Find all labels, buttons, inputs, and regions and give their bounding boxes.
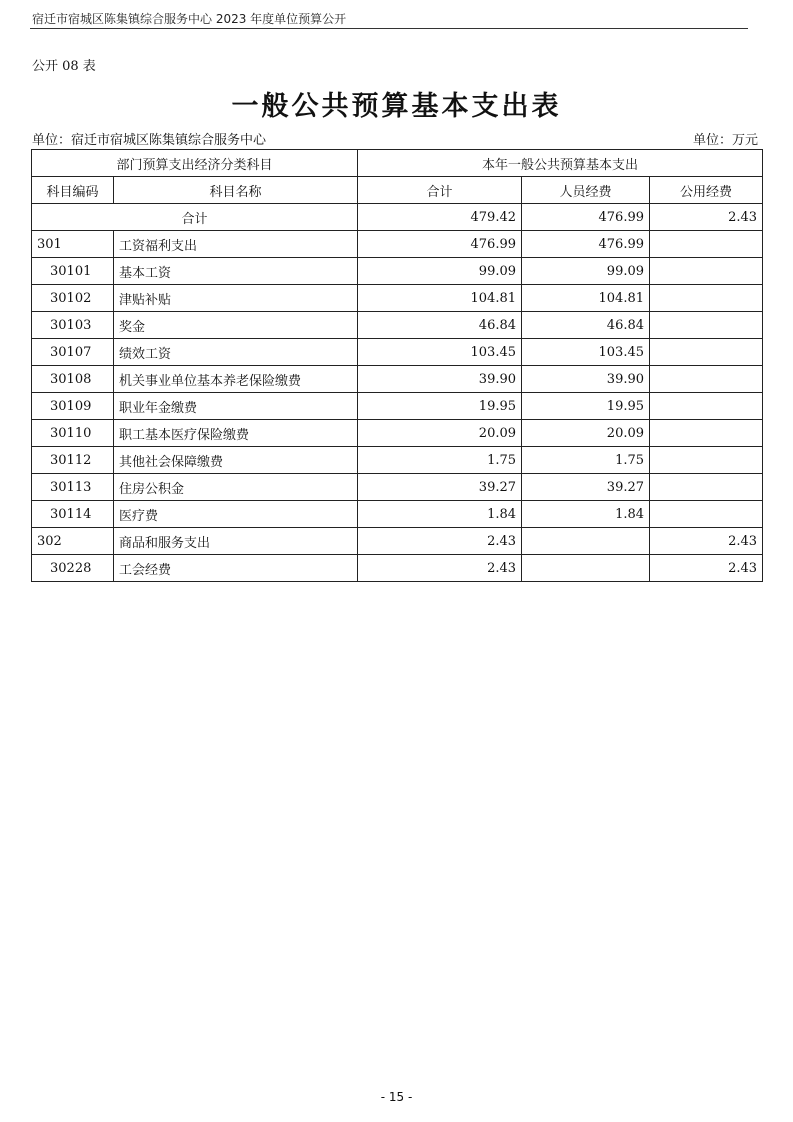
table-row (32, 393, 763, 420)
table-row (32, 420, 763, 447)
row-code: 301 (32, 231, 114, 258)
row-public (650, 312, 763, 339)
row-total: 1.84 (358, 501, 522, 528)
row-total: 476.99 (358, 231, 522, 258)
row-code: 302 (32, 528, 114, 555)
summary-total: 479.42 (358, 204, 522, 231)
row-code: 30107 (32, 339, 114, 366)
table-row (32, 339, 763, 366)
row-total: 46.84 (358, 312, 522, 339)
header-rule (30, 28, 748, 29)
row-total: 1.75 (358, 447, 522, 474)
row-name: 住房公积金 (114, 474, 358, 501)
table-row (32, 528, 763, 555)
row-public (650, 447, 763, 474)
row-personnel (522, 528, 650, 555)
row-code: 30102 (32, 285, 114, 312)
row-code: 30101 (32, 258, 114, 285)
row-total: 20.09 (358, 420, 522, 447)
table-row (32, 555, 763, 582)
currency-unit: 单位：万元 (692, 133, 758, 148)
row-total: 19.95 (358, 393, 522, 420)
row-name: 职业年金缴费 (114, 393, 358, 420)
header-row-columns (32, 177, 763, 204)
column-header-personnel: 人员经费 (522, 177, 650, 204)
running-header: 宿迁市宿城区陈集镇综合服务中心 2023 年度单位预算公开 (32, 12, 347, 26)
row-public (650, 501, 763, 528)
row-personnel (522, 555, 650, 582)
table-row (32, 231, 763, 258)
table-row (32, 366, 763, 393)
row-code: 30228 (32, 555, 114, 582)
column-header-code: 科目编码 (32, 177, 114, 204)
row-name: 机关事业单位基本养老保险缴费 (114, 366, 358, 393)
row-code: 30109 (32, 393, 114, 420)
row-personnel: 103.45 (522, 339, 650, 366)
row-public (650, 420, 763, 447)
row-name: 工资福利支出 (114, 231, 358, 258)
row-personnel: 1.75 (522, 447, 650, 474)
table-row (32, 447, 763, 474)
summary-row (32, 204, 763, 231)
row-code: 30114 (32, 501, 114, 528)
column-header-public: 公用经费 (650, 177, 763, 204)
table-row (32, 312, 763, 339)
column-header-total: 合计 (358, 177, 522, 204)
row-name: 商品和服务支出 (114, 528, 358, 555)
group-header-classification: 部门预算支出经济分类科目 (32, 150, 358, 177)
row-total: 2.43 (358, 555, 522, 582)
row-name: 工会经费 (114, 555, 358, 582)
row-public (650, 366, 763, 393)
header-row-group (32, 150, 763, 177)
row-total: 39.27 (358, 474, 522, 501)
budget-table-body (32, 150, 763, 582)
table-row (32, 474, 763, 501)
row-public (650, 339, 763, 366)
row-name: 津贴补贴 (114, 285, 358, 312)
row-total: 39.90 (358, 366, 522, 393)
group-header-expenditure: 本年一般公共预算基本支出 (358, 150, 763, 177)
row-code: 30110 (32, 420, 114, 447)
row-name: 奖金 (114, 312, 358, 339)
row-code: 30103 (32, 312, 114, 339)
row-personnel: 104.81 (522, 285, 650, 312)
form-number: 公开 08 表 (32, 59, 96, 74)
row-personnel: 476.99 (522, 231, 650, 258)
row-code: 30108 (32, 366, 114, 393)
summary-label: 合计 (32, 204, 358, 231)
row-personnel: 20.09 (522, 420, 650, 447)
row-personnel: 1.84 (522, 501, 650, 528)
table-row (32, 501, 763, 528)
document-title: 一般公共预算基本支出表 (231, 91, 562, 122)
summary-personnel: 476.99 (522, 204, 650, 231)
row-personnel: 39.90 (522, 366, 650, 393)
row-personnel: 19.95 (522, 393, 650, 420)
budget-table (31, 149, 763, 582)
row-name: 医疗费 (114, 501, 358, 528)
row-name: 基本工资 (114, 258, 358, 285)
row-public (650, 474, 763, 501)
unit-name: 单位：宿迁市宿城区陈集镇综合服务中心 (32, 133, 267, 148)
row-personnel: 99.09 (522, 258, 650, 285)
row-personnel: 39.27 (522, 474, 650, 501)
table-row (32, 258, 763, 285)
row-public (650, 231, 763, 258)
row-personnel: 46.84 (522, 312, 650, 339)
row-total: 99.09 (358, 258, 522, 285)
row-public: 2.43 (650, 528, 763, 555)
column-header-name: 科目名称 (114, 177, 358, 204)
row-code: 30112 (32, 447, 114, 474)
row-public (650, 393, 763, 420)
row-public: 2.43 (650, 555, 763, 582)
page-number: - 15 - (380, 1090, 413, 1104)
row-public (650, 258, 763, 285)
row-public (650, 285, 763, 312)
row-total: 103.45 (358, 339, 522, 366)
row-total: 2.43 (358, 528, 522, 555)
row-code: 30113 (32, 474, 114, 501)
row-total: 104.81 (358, 285, 522, 312)
summary-public: 2.43 (650, 204, 763, 231)
row-name: 绩效工资 (114, 339, 358, 366)
row-name: 职工基本医疗保险缴费 (114, 420, 358, 447)
table-row (32, 285, 763, 312)
row-name: 其他社会保障缴费 (114, 447, 358, 474)
